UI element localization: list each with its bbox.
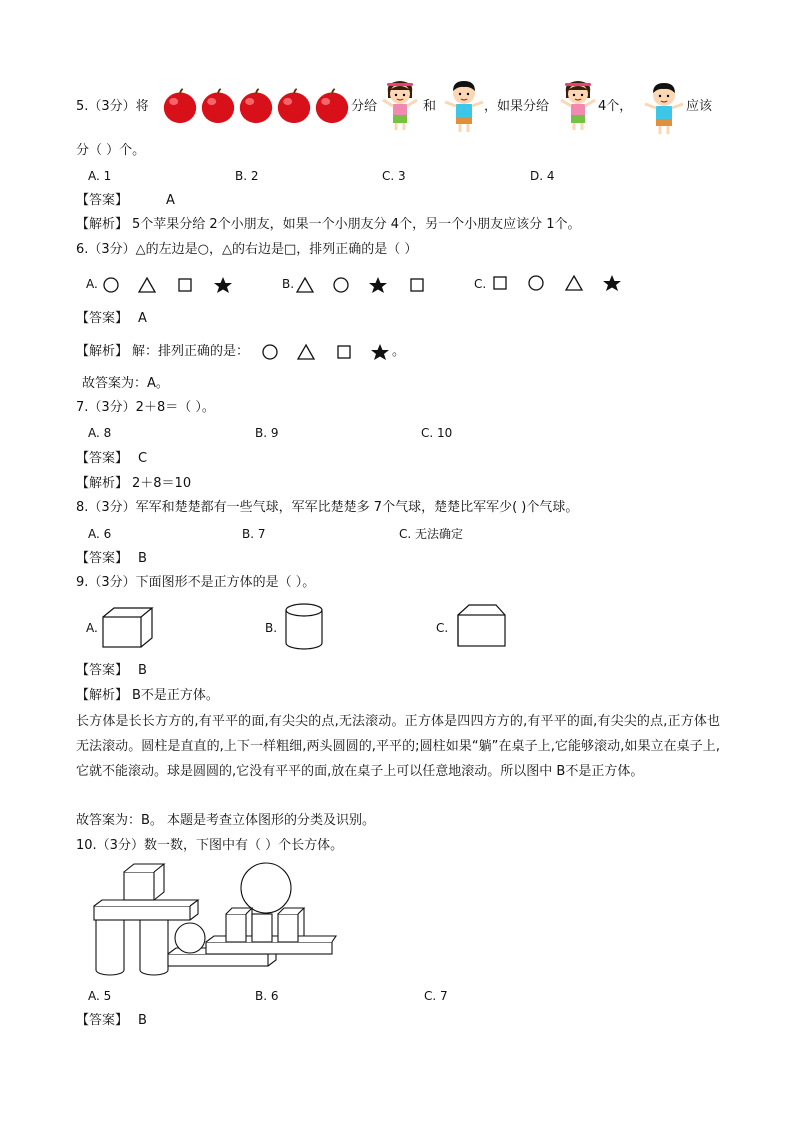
q8-answer-label: 【答案】 <box>76 551 129 566</box>
q6-answer: A <box>138 311 147 326</box>
q6-answer-label: 【答案】 <box>76 311 129 326</box>
q8-option-c: C. 无法确定 <box>399 527 464 541</box>
q7-option-c: C. 10 <box>421 426 453 440</box>
q5-analysis: 5个苹果分给 2个小朋友，如果一个小朋友分 4个，另一个小朋友应该分 1个。 <box>132 217 581 232</box>
q7-option-a: A. 8 <box>88 426 112 440</box>
q6-analysis-label: 【解析】 <box>76 344 129 359</box>
q8-answer: B <box>138 551 147 566</box>
girl-icon <box>381 78 419 132</box>
q6-option-b-shapes <box>297 276 437 294</box>
block-structure-figure <box>90 862 336 980</box>
q6-option-a-shapes <box>103 276 243 294</box>
q7-stem: 7.（3分）2＋8＝（ ）。 <box>76 400 215 415</box>
q6-conclusion: 故答案为：A。 <box>82 376 169 391</box>
q9-analysis: B不是正方体。 <box>132 688 219 703</box>
apple-icon <box>200 88 236 124</box>
girl-icon <box>559 78 597 132</box>
cube-icon <box>102 607 154 649</box>
q6-analysis-suffix: 。 <box>392 344 406 359</box>
q10-answer-label: 【答案】 <box>76 1013 129 1028</box>
q9-stem: 9.（3分）下面图形不是正方体的是（ ）。 <box>76 575 316 590</box>
q10-stem: 10.（3分）数一数，下图中有（ ）个长方体。 <box>76 838 344 853</box>
apple-icon <box>238 88 274 124</box>
q6-option-c-shapes <box>492 274 632 292</box>
q5-stem-mid4: 4个， <box>598 99 633 114</box>
q5-option-a: A. 1 <box>88 169 112 183</box>
q5-stem-mid2: 和 <box>423 99 437 114</box>
q7-analysis: 2＋8＝10 <box>132 476 192 491</box>
q9-option-c-label: C. <box>436 621 449 635</box>
q5-stem-prefix: 5.（3分）将 <box>76 99 149 114</box>
apple-icon <box>276 88 312 124</box>
q7-answer-label: 【答案】 <box>76 451 129 466</box>
q5-option-b: B. 2 <box>235 169 259 183</box>
q9-answer: B <box>138 663 147 678</box>
q5-stem-line2: 分（ ）个。 <box>76 143 146 158</box>
q8-stem: 8.（3分）军军和楚楚都有一些气球，军军比楚楚多 7个气球，楚楚比军军少( )个气球。 <box>76 500 579 515</box>
q8-option-b: B. 7 <box>242 527 266 541</box>
q9-option-b-label: B. <box>265 621 278 635</box>
q5-stem-mid5: 应该 <box>686 99 713 114</box>
q5-stem-mid1: 分给 <box>351 99 378 114</box>
q9-answer-label: 【答案】 <box>76 663 129 678</box>
q7-analysis-label: 【解析】 <box>76 476 129 491</box>
q6-stem: 6.（3分）△的左边是○，△的右边是□，排列正确的是（ ） <box>76 242 418 257</box>
q10-option-a: A. 5 <box>88 989 112 1003</box>
q10-option-c: C. 7 <box>424 989 448 1003</box>
q10-option-b: B. 6 <box>255 989 279 1003</box>
q5-option-d: D. 4 <box>530 169 555 183</box>
q6-option-c-label: C. <box>474 277 487 291</box>
q9-analysis-label: 【解析】 <box>76 688 129 703</box>
q7-option-b: B. 9 <box>255 426 279 440</box>
q8-option-a: A. 6 <box>88 527 112 541</box>
q9-conclusion: 故答案为：B。 本题是考查立体图形的分类及识别。 <box>76 813 376 828</box>
q5-stem-mid3: ，如果分给 <box>484 99 550 114</box>
q5-option-c: C. 3 <box>382 169 406 183</box>
q9-option-a-label: A. <box>86 621 98 635</box>
q6-analysis-shapes <box>262 343 392 361</box>
apple-icon <box>314 88 350 124</box>
cube-icon <box>456 604 508 648</box>
boy-icon <box>643 80 685 136</box>
q6-option-b-label: B. <box>282 277 295 291</box>
q5-answer: A <box>166 193 175 208</box>
q6-option-a-label: A. <box>86 277 98 291</box>
q9-analysis-paragraph: 长方体是长长方方的,有平平的面,有尖尖的点,无法滚动。正方体是四四方方的,有平平的面,有尖尖的点,正方体也无法滚动。圆柱是直直的,上下一样粗细,两头圆圆的,平平的;圆柱如果“躺”在桌子上,它能够滚动,如果立在桌子上,它就不能滚动。球是圆圆的,它没有平平的面,放在桌子上可以任意地滚动。所以图中 B不是正方体。 <box>76 714 720 779</box>
q10-answer: B <box>138 1013 147 1028</box>
q6-analysis-prefix: 解：排列正确的是： <box>132 344 250 359</box>
boy-icon <box>443 78 485 134</box>
q5-analysis-label: 【解析】 <box>76 217 129 232</box>
q5-answer-label: 【答案】 <box>76 193 129 208</box>
q7-answer: C <box>138 451 148 466</box>
apple-icon <box>162 88 198 124</box>
cylinder-icon <box>284 603 324 651</box>
